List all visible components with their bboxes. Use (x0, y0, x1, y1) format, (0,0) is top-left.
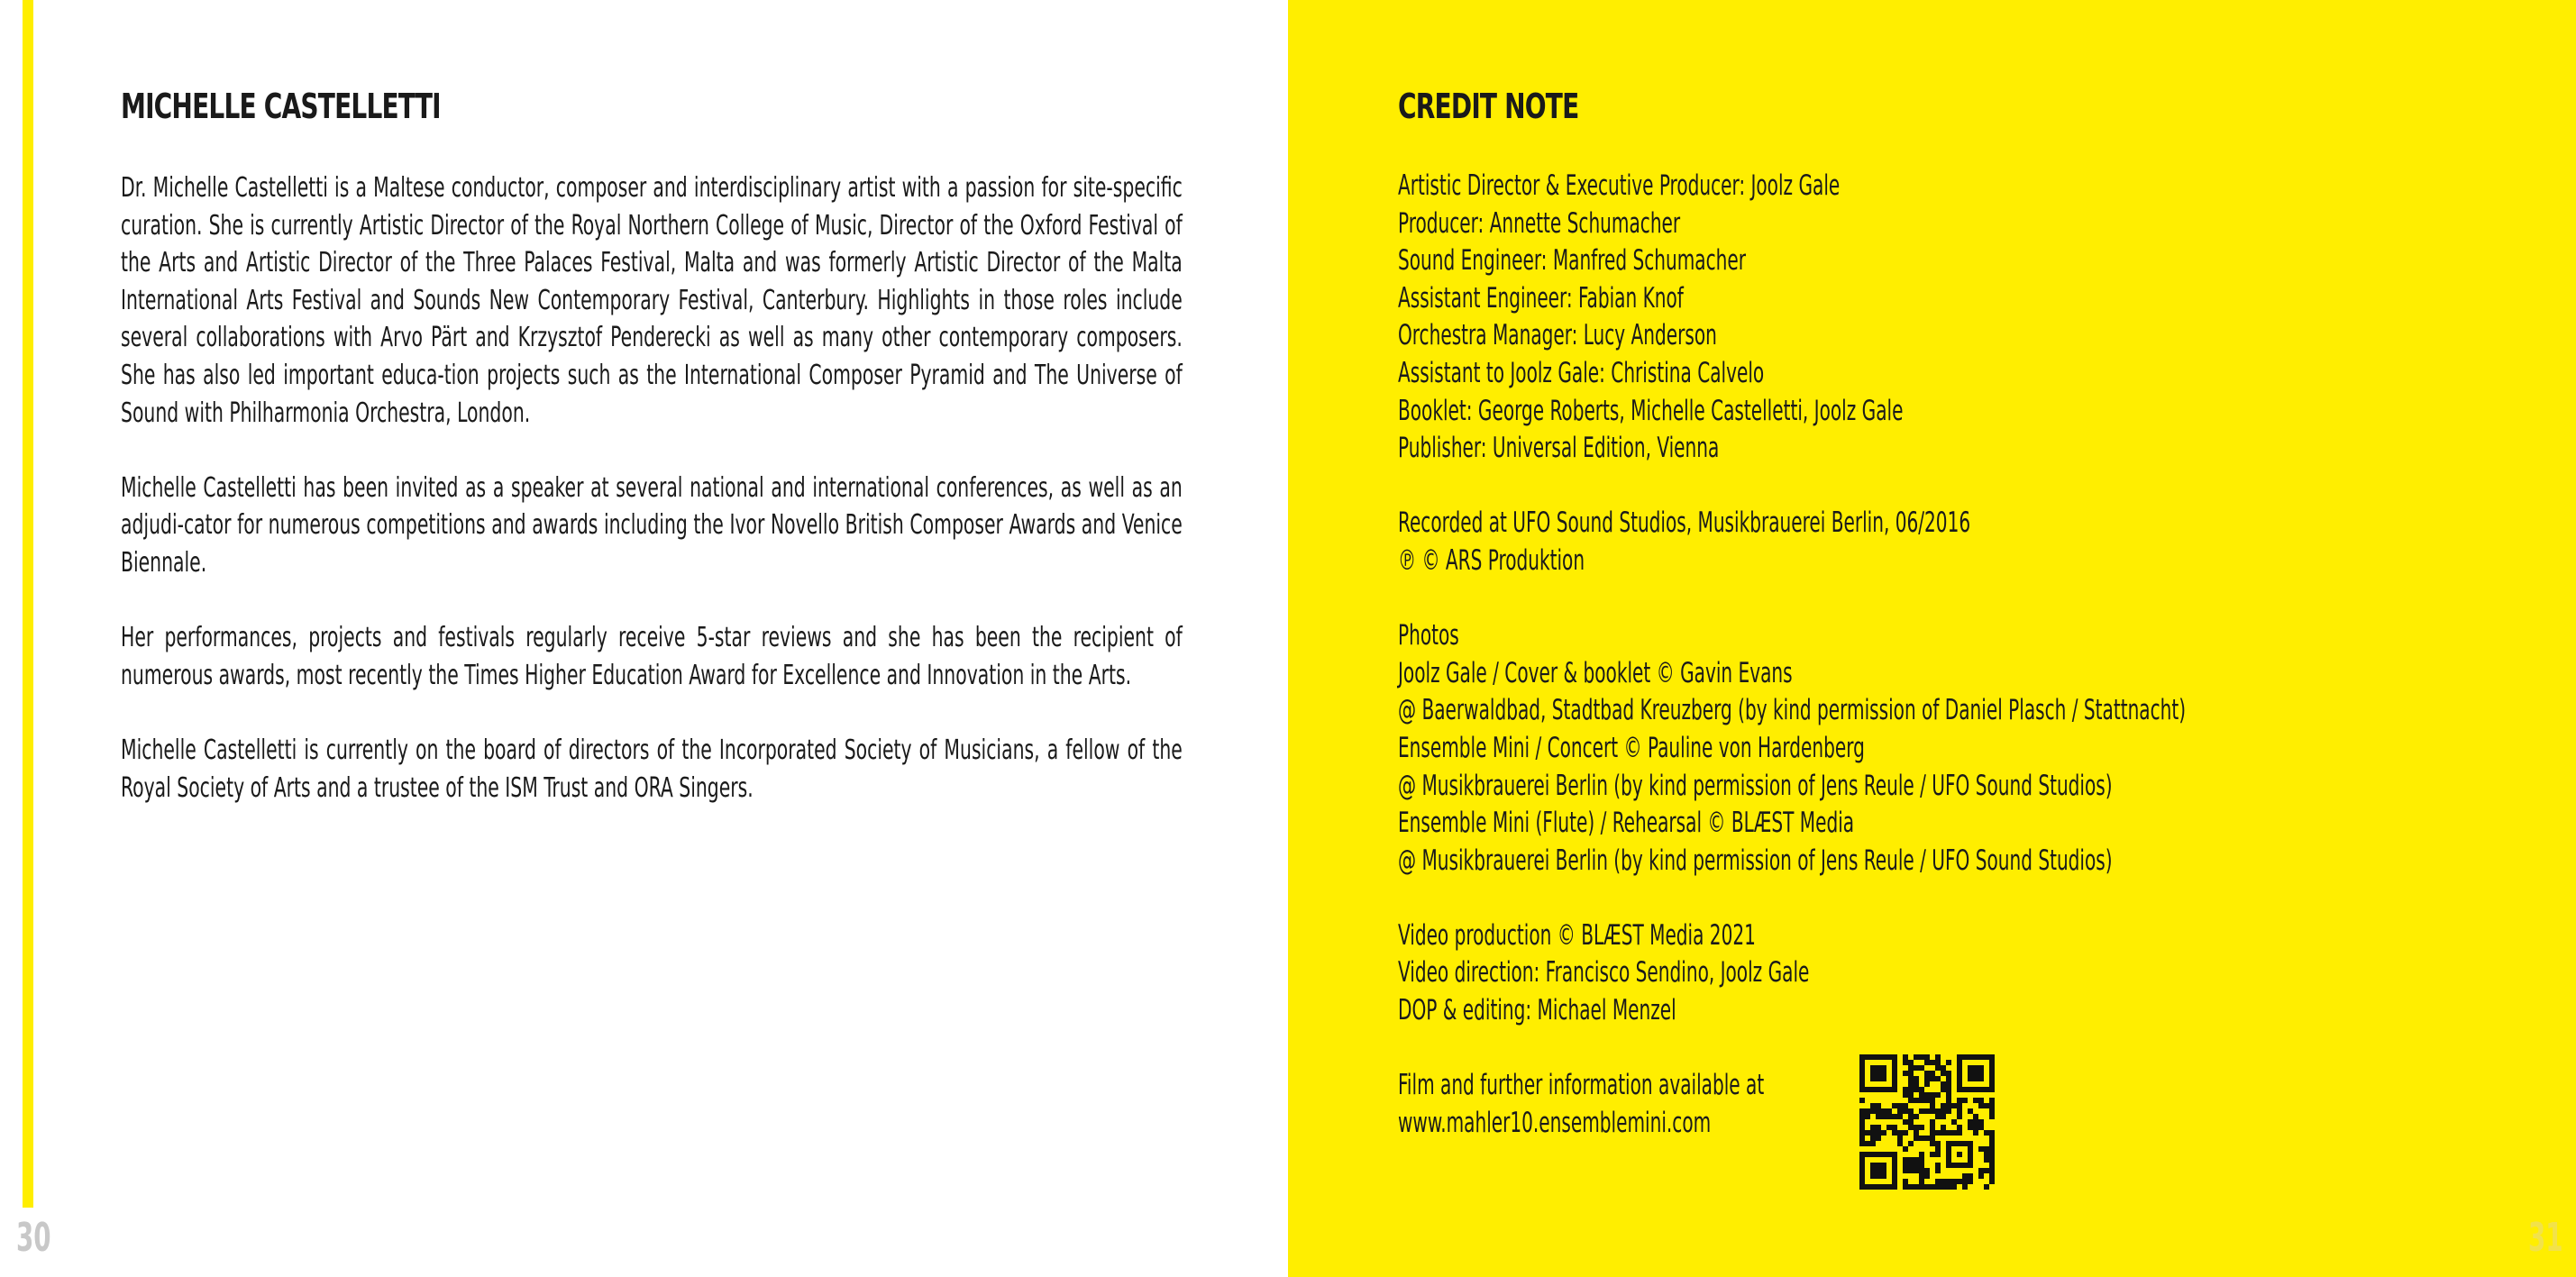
bio-paragraph: Dr. Michelle Castelletti is a Maltese conductor, composer and interdisciplinary artist with a passion for site-specific curation. She is currently Artistic Director of the Royal Northern College of Music, Director of the Oxford Festival of the Arts and Artistic Director of the Three Palaces Festival, Malta and was formerly Artistic Director of the Malta International Arts Festival and Sounds New Contemporary Festival, Canterbury. Highlights in those roles include several collaborations with Arvo Pärt and Krzysztof Penderecki as well as many other contemporary composers. She has also led important educa-tion projects such as the International Composer Pyramid and The Universe of Sound with Philharmonia Orchestra, London. (121, 172, 1183, 429)
credit-line: Artistic Director & Executive Producer: Joolz Gale (1398, 169, 1841, 202)
video-credit-line: Video production © BLÆST Media 2021 (1398, 918, 1756, 952)
bio-title: MICHELLE CASTELLETTI (121, 87, 441, 126)
credit-line: Sound Engineer: Manfred Schumacher (1398, 244, 1746, 278)
photo-credit-line: @ Musikbrauerei Berlin (by kind permission of Jens Reule / UFO Sound Studios) (1398, 769, 2113, 802)
credit-line: Assistant Engineer: Fabian Knof (1398, 281, 1684, 315)
bio-body (121, 169, 1183, 844)
bio-paragraph: Michelle Castelletti has been invited as a speaker at several national and international conferences, as well as an adjudi-cator for numerous competitions and awards including the Ivor Novello British Composer Awards and Venice Biennale. (121, 471, 1183, 579)
credit-line: Producer: Annette Schumacher (1398, 206, 1681, 240)
photos-heading: Photos (1398, 619, 1459, 652)
credit-line: Orchestra Manager: Lucy Anderson (1398, 319, 1717, 352)
bio-paragraph: Her performances, projects and festivals regularly receive 5-star reviews and she has been the recipient of numerous awards, most recently the Times Higher Education Award for Excellence and Innovation in the Arts. (121, 622, 1183, 691)
video-credit-line: DOP & editing: Michael Menzel (1398, 994, 1676, 1027)
copyright-line: ℗ © ARS Produktion (1398, 543, 1585, 577)
photo-credit-line: @ Baerwaldbad, Stadtbad Kreuzberg (by kind permission of Daniel Plasch / Stattnacht) (1398, 694, 2187, 727)
recording-line: Recorded at UFO Sound Studios, Musikbrauerei Berlin, 06/2016 (1398, 506, 1971, 540)
film-info-link[interactable]: www.mahler10.ensemblemini.com (1398, 1106, 1712, 1139)
credit-line: Publisher: Universal Edition, Vienna (1398, 432, 1720, 465)
photo-credit-line: Ensemble Mini / Concert © Pauline von Hardenberg (1398, 731, 1865, 764)
photo-credit-line: Ensemble Mini (Flute) / Rehearsal © BLÆST Media (1398, 807, 1855, 840)
qr-code-icon[interactable] (1857, 1054, 1997, 1190)
page-number-right: 31 (2528, 1215, 2563, 1261)
credit-title: CREDIT NOTE (1398, 87, 1579, 126)
photo-credit-line: @ Musikbrauerei Berlin (by kind permission of Jens Reule / UFO Sound Studios) (1398, 844, 2113, 877)
credit-line: Assistant to Joolz Gale: Christina Calvelo (1398, 356, 1765, 389)
credit-body (1398, 168, 2186, 1142)
film-info-line: Film and further information available at (1398, 1069, 1765, 1102)
credit-line: Booklet: George Roberts, Michelle Castelletti, Joolz Gale (1398, 394, 1904, 427)
photo-credit-line: Joolz Gale / Cover & booklet © Gavin Evans (1398, 656, 1793, 689)
bio-paragraph: Michelle Castelletti is currently on the board of directors of the Incorporated Society of Musicians, a fellow of the Royal Society of Arts and a trustee of the ISM Trust and ORA Singers. (121, 734, 1183, 804)
video-credit-line: Video direction: Francisco Sendino, Joolz Gale (1398, 956, 1810, 990)
page-number-left: 30 (16, 1215, 51, 1261)
accent-bar (23, 0, 33, 1208)
